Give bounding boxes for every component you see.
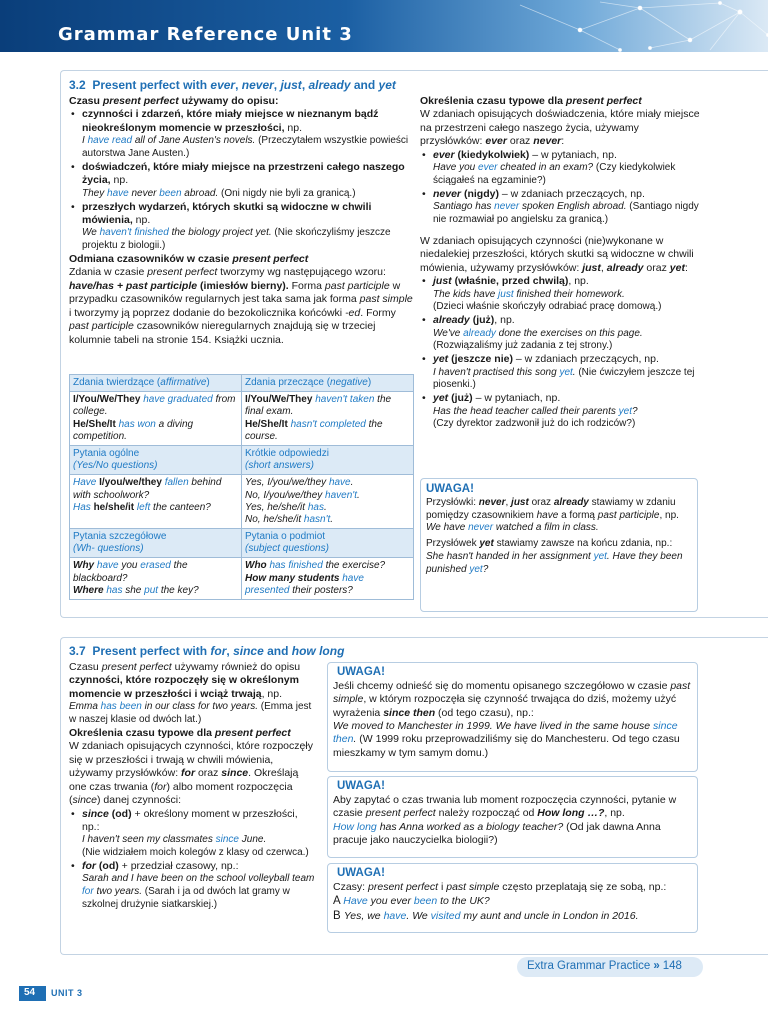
usage-bullet: • czynności i zdarzeń, które miały miejsce w nieznanym bądź nieokreślonym momencie w przeszłości, np. <box>69 108 414 135</box>
table-header-short-answers: Krótkie odpowiedzi (short answers) <box>242 445 414 474</box>
page-number: 54 <box>19 986 46 1001</box>
note-title: UWAGA! <box>332 866 390 881</box>
table-cell: I/You/We/They have graduated from college. He/She/It has won a diving competition. <box>70 392 242 446</box>
section-3-7-left-column <box>69 661 317 912</box>
dialogue-line-a: A Have you ever been to the UK? <box>333 895 490 908</box>
adverb-ever: • ever (kiedykolwiek) – w pytaniach, np. <box>420 149 702 162</box>
example: I have read all of Jane Austen's novels. (Przeczytałem wszystkie powieści autorstwa Jane Austen.) <box>82 135 409 160</box>
table-header-affirmative: Zdania twierdzące (affirmative) <box>70 375 242 392</box>
experience-text: W zdaniach opisujących doświadczenia, które miały miejsce na przestrzeni całego naszego życia, używamy przysłówków: ever oraz never: <box>420 108 700 148</box>
conjugation-text: Zdania w czasie present perfect tworzymy wg następującego wzoru: have/has + past participle (imiesłów bierny). Forma past participle w przypadku czasowników regularnych jest taka sama jak forma past simple i tworzymy ją poprzez dodanie do bezokolicznika końcówki -ed. Formy past participle czasowników nieregularnych znajdują się w trzeciej kolumnie tabeli na stronie 154. Książki ucznia. <box>69 266 413 346</box>
table-cell: Who has finished the exercise? How many students have presented their posters? <box>242 558 414 600</box>
adverb-never: • never (nigdy) – w zdaniach przeczących, np. <box>420 188 702 201</box>
adverb-since: • since (od) + określony moment w przeszłości, np.: <box>69 808 317 835</box>
usage-bullet: • przeszłych wydarzeń, których skutki są widoczne w chwili mówienia, np. <box>69 201 414 228</box>
usage-intro: Czasu present perfect używamy do opisu: <box>69 95 279 107</box>
extra-practice-label: Extra Grammar Practice <box>527 960 651 972</box>
table-cell: Why have you erased the blackboard? Where has she put the key? <box>70 558 242 600</box>
usage-bullet: • doświadczeń, które miały miejsce na przestrzeni całego naszego życia, np. <box>69 161 414 188</box>
time-expressions-heading: Określenia czasu typowe dla present perfect <box>420 95 642 107</box>
example: The kids have just finished their homework. (Dzieci właśnie skończyły odrabiać pracę domową.) <box>433 288 662 313</box>
adverb-for: • for (od) + przedział czasowy, np.: <box>69 860 317 873</box>
adverb-already: • already (już), np. <box>420 314 702 327</box>
table-header-negative: Zdania przeczące (negative) <box>242 375 414 392</box>
table-cell: Have I/you/we/they fallen behind with schoolwork? Has he/she/it left the canteen? <box>70 475 242 529</box>
table-header-subject: Pytania o podmiot (subject questions) <box>242 529 414 558</box>
conjugation-table <box>69 374 414 600</box>
note-example: We moved to Manchester in 1999. We have lived in the same house since then. (W 1999 roku przeprowadziliśmy się do Manchesteru. Od tego czasu mieszkamy w tym samym domu.) <box>333 720 680 759</box>
section-3-2-right-column <box>420 95 702 431</box>
duration-text: Czasu present perfect używamy również do opisu czynności, które rozpoczęły się w określonym momencie w przeszłości i wciąż trwają, np. <box>69 661 301 700</box>
time-expressions-heading: Określenia czasu typowe dla present perfect <box>69 726 291 739</box>
table-header-yes-no: Pytania ogólne (Yes/No questions) <box>70 445 242 474</box>
example: We haven't finished the biology project yet. (Nie skończyliśmy jeszcze projektu z biologii.) <box>82 227 391 252</box>
note-box <box>327 776 698 858</box>
example: I haven't seen my classmates since June. (Nie widziałem moich kolegów z klasy od czerwca.) <box>82 834 309 859</box>
example: We've already done the exercises on this page. (Rozwiązaliśmy już zadania z tej strony.) <box>433 327 643 352</box>
example: They have never been abroad. (Oni nigdy nie byli za granicą.) <box>82 187 356 199</box>
section-3-2-heading: 3.2 Present perfect with ever, never, just, already and yet <box>69 78 396 92</box>
note-text: Czasy: present perfect i past simple często przeplatają się ze sobą, np.: <box>333 880 667 893</box>
table-cell: Yes, I/you/we/they have. No, I/you/we/they haven't. Yes, he/she/it has. No, he/she/it hasn't. <box>242 475 414 529</box>
note-box <box>327 662 698 772</box>
extra-practice-link[interactable] <box>517 957 703 977</box>
adverb-yet-question: • yet (już) – w pytaniach, np. <box>420 392 702 405</box>
example: Santiago has never spoken English abroad. (Santiago nigdy nie rozmawiał po angielsku za granicą.) <box>433 201 699 226</box>
for-since-text: W zdaniach opisujących czynności, które rozpoczęły się w przeszłości i trwają w chwili mówienia, używamy przysłówków: for oraz since. Określają one czas trwania (for) albo moment rozpoczęcia (since) danej czynności: <box>69 740 313 807</box>
table-header-wh: Pytania szczegółowe (Wh- questions) <box>70 529 242 558</box>
adverb-yet-negative: • yet (jeszcze nie) – w zdaniach przeczących, np. <box>420 353 702 366</box>
example: Have you ever cheated in an exam? (Czy kiedykolwiek ściągałeś na egzaminie?) <box>433 162 676 186</box>
note-text: Przysłówek yet stawiamy zawsze na końcu zdania, np.: She hasn't handed in her assignment yet. Have they been punished yet? <box>426 538 683 575</box>
note-title: UWAGA! <box>332 779 390 794</box>
recent-actions-text: W zdaniach opisujących czynności (nie)wykonane w niedalekiej przeszłości, których skutki są widoczne w chwili mówienia, używamy przysłówków: just, already oraz yet: <box>420 234 694 274</box>
note-box <box>327 863 698 933</box>
section-3-2-left-column <box>69 95 414 347</box>
unit-label: UNIT 3 <box>51 988 83 998</box>
table-cell: I/You/We/They haven't taken the final exam. He/She/It hasn't completed the course. <box>242 392 414 446</box>
note-box <box>420 478 698 612</box>
section-3-7-heading: 3.7 Present perfect with for, since and how long <box>69 644 345 658</box>
conjugation-heading: Odmiana czasowników w czasie present perfect <box>69 253 309 266</box>
example: Sarah and I have been on the school volleyball team for two years. (Sarah i ja od dwóch lat gramy w szkolnej drużynie siatkarskiej.) <box>82 873 315 911</box>
note-text: Przysłówki: never, just oraz already stawiamy w zdaniu pomiędzy czasownikiem have a formą past participle, np. We have never watched a film in class. <box>426 496 679 534</box>
extra-practice-page: 148 <box>662 960 682 972</box>
note-example: How long has Anna worked as a biology teacher? (Od jak dawna Anna pracuje jako nauczycielka biologii?) <box>333 820 661 847</box>
double-chevron-right-icon: » <box>653 960 660 972</box>
note-text: Jeśli chcemy odnieść się do momentu opisanego szczegółowo w czasie past simple, w którym rozpoczęła się czynność trwająca do dziś, możemy użyć wyrażenia since then (od tego czasu), np.: <box>333 679 691 719</box>
note-title: UWAGA! <box>332 665 390 680</box>
example: Emma has been in our class for two years. (Emma jest w naszej klasie od dwóch lat.) <box>69 701 312 726</box>
note-title: UWAGA! <box>426 483 474 495</box>
dialogue-line-b: B Yes, we have. We visited my aunt and uncle in London in 2016. <box>333 909 639 922</box>
note-text: Aby zapytać o czas trwania lub moment rozpoczęcia czynności, pytanie w czasie present perfect należy rozpocząć od How long …?, np. <box>333 793 677 820</box>
example: I haven't practised this song yet. (Nie ćwiczyłem jeszcze tej piosenki.) <box>433 366 695 391</box>
example: Has the head teacher called their parents yet? (Czy dyrektor zadzwonił już do ich rodziców?) <box>433 405 638 430</box>
page-title: Grammar Reference Unit 3 <box>58 24 353 45</box>
header-banner <box>0 0 768 52</box>
adverb-just: • just (właśnie, przed chwilą), np. <box>420 275 702 288</box>
